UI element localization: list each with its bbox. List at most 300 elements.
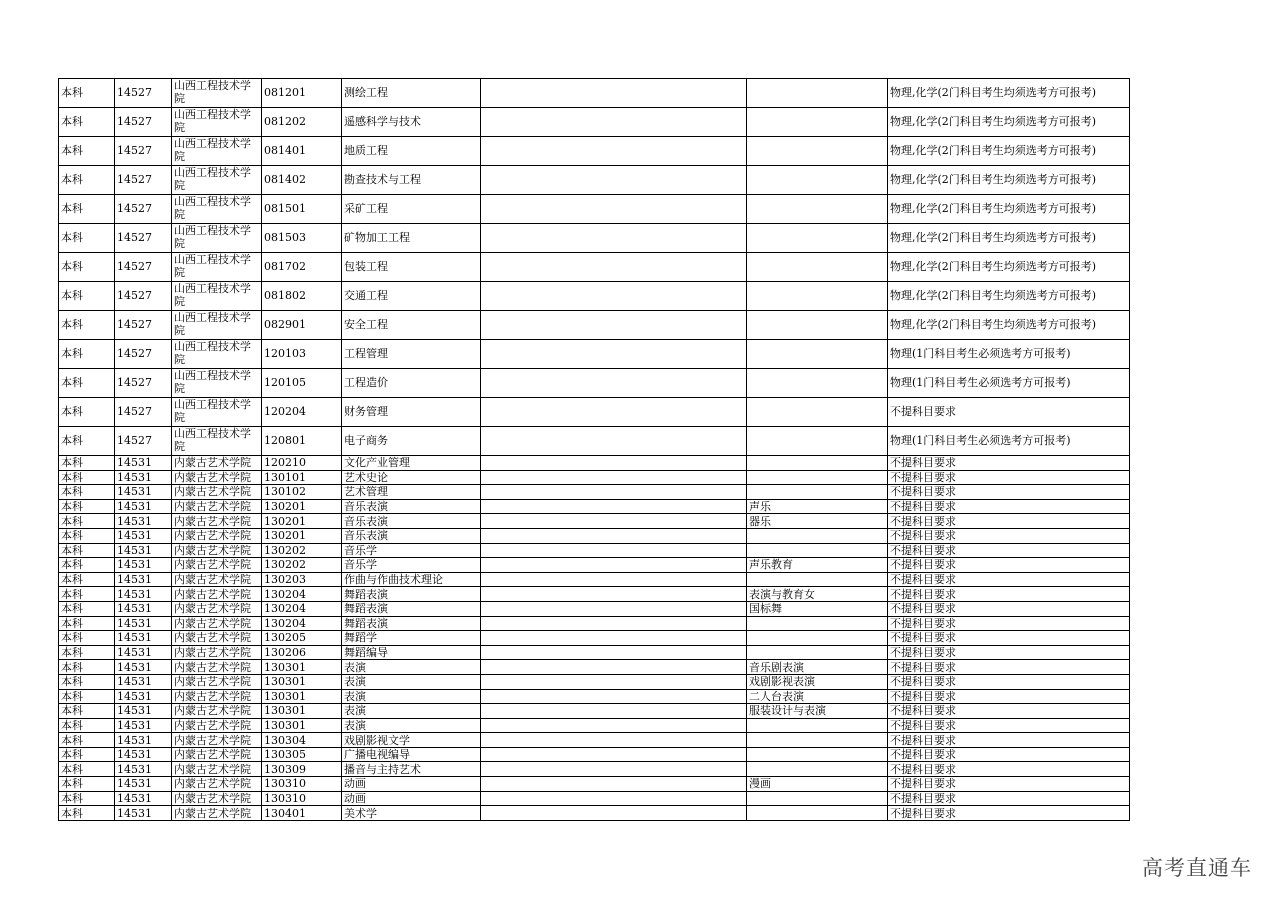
school-name-cell: 内蒙古艺术学院 [172,572,262,587]
major-code-cell: 081503 [262,224,342,253]
major-name-cell: 文化产业管理 [342,456,481,471]
blank-cell [481,398,747,427]
school-name-cell: 内蒙古艺术学院 [172,616,262,631]
school-code-cell: 14527 [115,398,172,427]
level-cell: 本科 [59,660,115,675]
subject-requirement-cell: 不提科目要求 [888,543,1130,558]
direction-cell [747,528,888,543]
major-code-cell: 130401 [262,806,342,821]
watermark-text: 高考直通车 [1142,856,1252,880]
direction-cell: 音乐剧表演 [747,660,888,675]
major-code-cell: 120801 [262,427,342,456]
direction-cell: 声乐教育 [747,558,888,573]
school-code-cell: 14531 [115,528,172,543]
school-name-cell: 山西工程技术学院 [172,108,262,137]
school-name-cell: 内蒙古艺术学院 [172,674,262,689]
major-name-cell: 表演 [342,718,481,733]
major-name-cell: 艺术管理 [342,485,481,500]
major-name-cell: 交通工程 [342,282,481,311]
blank-cell [481,514,747,529]
level-cell: 本科 [59,398,115,427]
blank-cell [481,195,747,224]
blank-cell [481,674,747,689]
subject-requirement-cell: 物理,化学(2门科目考生均须选考方可报考) [888,224,1130,253]
school-code-cell: 14527 [115,224,172,253]
school-code-cell: 14527 [115,253,172,282]
table-row [59,166,1130,195]
major-code-cell: 081402 [262,166,342,195]
major-name-cell: 表演 [342,704,481,719]
major-code-cell: 130204 [262,616,342,631]
direction-cell [747,645,888,660]
direction-cell [747,543,888,558]
subject-requirement-cell: 不提科目要求 [888,718,1130,733]
school-code-cell: 14527 [115,427,172,456]
major-name-cell: 音乐表演 [342,499,481,514]
level-cell: 本科 [59,645,115,660]
school-code-cell: 14531 [115,747,172,762]
level-cell: 本科 [59,572,115,587]
subject-requirement-cell: 不提科目要求 [888,499,1130,514]
school-code-cell: 14527 [115,369,172,398]
level-cell: 本科 [59,674,115,689]
table-row [59,369,1130,398]
level-cell: 本科 [59,777,115,792]
school-code-cell: 14531 [115,631,172,646]
level-cell: 本科 [59,791,115,806]
table-row [59,587,1130,602]
table-row [59,616,1130,631]
level-cell: 本科 [59,282,115,311]
direction-cell [747,282,888,311]
school-code-cell: 14527 [115,282,172,311]
blank-cell [481,616,747,631]
subject-requirement-cell: 不提科目要求 [888,660,1130,675]
school-name-cell: 山西工程技术学院 [172,137,262,166]
school-name-cell: 内蒙古艺术学院 [172,689,262,704]
subject-requirement-cell: 物理,化学(2门科目考生均须选考方可报考) [888,108,1130,137]
blank-cell [481,528,747,543]
table-row [59,718,1130,733]
major-name-cell: 艺术史论 [342,470,481,485]
table-row [59,762,1130,777]
blank-cell [481,777,747,792]
major-code-cell: 130204 [262,587,342,602]
major-code-cell: 082901 [262,311,342,340]
school-name-cell: 内蒙古艺术学院 [172,806,262,821]
blank-cell [481,806,747,821]
school-name-cell: 山西工程技术学院 [172,282,262,311]
major-name-cell: 舞蹈编导 [342,645,481,660]
major-name-cell: 舞蹈表演 [342,601,481,616]
school-code-cell: 14531 [115,704,172,719]
school-code-cell: 14531 [115,674,172,689]
blank-cell [481,79,747,108]
level-cell: 本科 [59,456,115,471]
table-row [59,499,1130,514]
level-cell: 本科 [59,747,115,762]
major-name-cell: 电子商务 [342,427,481,456]
subject-requirement-cell: 不提科目要求 [888,791,1130,806]
level-cell: 本科 [59,470,115,485]
table-row [59,543,1130,558]
major-name-cell: 播音与主持艺术 [342,762,481,777]
major-name-cell: 舞蹈表演 [342,616,481,631]
major-name-cell: 动画 [342,791,481,806]
subject-requirement-cell: 物理,化学(2门科目考生均须选考方可报考) [888,311,1130,340]
level-cell: 本科 [59,166,115,195]
school-name-cell: 内蒙古艺术学院 [172,704,262,719]
school-name-cell: 山西工程技术学院 [172,224,262,253]
level-cell: 本科 [59,79,115,108]
table-row [59,660,1130,675]
subject-requirement-cell: 不提科目要求 [888,485,1130,500]
table-row [59,791,1130,806]
level-cell: 本科 [59,108,115,137]
level-cell: 本科 [59,733,115,748]
direction-cell [747,572,888,587]
school-code-cell: 14531 [115,601,172,616]
table-row [59,224,1130,253]
level-cell: 本科 [59,543,115,558]
major-code-cell: 081202 [262,108,342,137]
table-row [59,806,1130,821]
blank-cell [481,747,747,762]
school-code-cell: 14527 [115,108,172,137]
major-name-cell: 表演 [342,674,481,689]
table-row [59,470,1130,485]
level-cell: 本科 [59,340,115,369]
table-row [59,195,1130,224]
blank-cell [481,427,747,456]
direction-cell [747,791,888,806]
school-code-cell: 14531 [115,485,172,500]
school-name-cell: 山西工程技术学院 [172,398,262,427]
level-cell: 本科 [59,224,115,253]
table-row [59,777,1130,792]
major-name-cell: 作曲与作曲技术理论 [342,572,481,587]
blank-cell [481,601,747,616]
table-row [59,645,1130,660]
major-code-cell: 120105 [262,369,342,398]
level-cell: 本科 [59,558,115,573]
major-name-cell: 动画 [342,777,481,792]
direction-cell: 器乐 [747,514,888,529]
major-name-cell: 音乐表演 [342,528,481,543]
direction-cell [747,485,888,500]
direction-cell [747,253,888,282]
school-code-cell: 14527 [115,195,172,224]
school-name-cell: 内蒙古艺术学院 [172,601,262,616]
subject-requirement-cell: 不提科目要求 [888,631,1130,646]
major-name-cell: 舞蹈表演 [342,587,481,602]
blank-cell [481,631,747,646]
major-name-cell: 工程管理 [342,340,481,369]
blank-cell [481,791,747,806]
blank-cell [481,762,747,777]
major-name-cell: 表演 [342,689,481,704]
school-name-cell: 内蒙古艺术学院 [172,733,262,748]
major-code-cell: 130301 [262,689,342,704]
school-name-cell: 山西工程技术学院 [172,427,262,456]
major-code-cell: 120210 [262,456,342,471]
table-row [59,631,1130,646]
school-name-cell: 内蒙古艺术学院 [172,485,262,500]
level-cell: 本科 [59,616,115,631]
direction-cell [747,470,888,485]
blank-cell [481,660,747,675]
direction-cell: 戏剧影视表演 [747,674,888,689]
major-requirements-table [58,78,1130,821]
blank-cell [481,456,747,471]
major-code-cell: 081802 [262,282,342,311]
direction-cell: 二人台表演 [747,689,888,704]
subject-requirement-cell: 物理,化学(2门科目考生均须选考方可报考) [888,253,1130,282]
direction-cell [747,369,888,398]
major-name-cell: 遥感科学与技术 [342,108,481,137]
school-name-cell: 山西工程技术学院 [172,340,262,369]
blank-cell [481,499,747,514]
major-name-cell: 测绘工程 [342,79,481,108]
level-cell: 本科 [59,514,115,529]
blank-cell [481,108,747,137]
table-row [59,514,1130,529]
subject-requirement-cell: 不提科目要求 [888,514,1130,529]
direction-cell [747,747,888,762]
blank-cell [481,704,747,719]
school-name-cell: 内蒙古艺术学院 [172,558,262,573]
blank-cell [481,572,747,587]
subject-requirement-cell: 不提科目要求 [888,601,1130,616]
school-name-cell: 山西工程技术学院 [172,166,262,195]
subject-requirement-cell: 不提科目要求 [888,674,1130,689]
blank-cell [481,689,747,704]
table-row [59,689,1130,704]
school-code-cell: 14531 [115,499,172,514]
direction-cell [747,340,888,369]
major-code-cell: 130301 [262,660,342,675]
major-code-cell: 130301 [262,674,342,689]
level-cell: 本科 [59,195,115,224]
table-row [59,456,1130,471]
school-code-cell: 14531 [115,587,172,602]
subject-requirement-cell: 不提科目要求 [888,616,1130,631]
subject-requirement-cell: 物理,化学(2门科目考生均须选考方可报考) [888,79,1130,108]
major-code-cell: 081201 [262,79,342,108]
major-code-cell: 130304 [262,733,342,748]
blank-cell [481,543,747,558]
major-name-cell: 广播电视编导 [342,747,481,762]
subject-requirement-cell: 物理,化学(2门科目考生均须选考方可报考) [888,166,1130,195]
table-row [59,137,1130,166]
direction-cell [747,166,888,195]
school-name-cell: 山西工程技术学院 [172,195,262,224]
school-name-cell: 内蒙古艺术学院 [172,587,262,602]
major-code-cell: 130203 [262,572,342,587]
blank-cell [481,733,747,748]
table-row [59,108,1130,137]
blank-cell [481,718,747,733]
direction-cell [747,195,888,224]
direction-cell [747,456,888,471]
major-name-cell: 矿物加工工程 [342,224,481,253]
level-cell: 本科 [59,762,115,777]
school-code-cell: 14531 [115,543,172,558]
subject-requirement-cell: 不提科目要求 [888,558,1130,573]
table-row [59,528,1130,543]
level-cell: 本科 [59,704,115,719]
table-row [59,674,1130,689]
level-cell: 本科 [59,806,115,821]
school-code-cell: 14531 [115,558,172,573]
school-code-cell: 14531 [115,791,172,806]
level-cell: 本科 [59,587,115,602]
level-cell: 本科 [59,137,115,166]
table-row [59,558,1130,573]
table-row [59,282,1130,311]
direction-cell [747,79,888,108]
major-code-cell: 130310 [262,777,342,792]
major-code-cell: 081702 [262,253,342,282]
table-row [59,253,1130,282]
school-code-cell: 14531 [115,572,172,587]
school-code-cell: 14531 [115,777,172,792]
major-name-cell: 勘查技术与工程 [342,166,481,195]
blank-cell [481,587,747,602]
subject-requirement-cell: 物理(1门科目考生必须选考方可报考) [888,340,1130,369]
table-row [59,572,1130,587]
subject-requirement-cell: 物理,化学(2门科目考生均须选考方可报考) [888,137,1130,166]
major-code-cell: 130102 [262,485,342,500]
level-cell: 本科 [59,311,115,340]
school-name-cell: 内蒙古艺术学院 [172,660,262,675]
subject-requirement-cell: 不提科目要求 [888,762,1130,777]
table-row [59,485,1130,500]
school-code-cell: 14531 [115,718,172,733]
major-name-cell: 地质工程 [342,137,481,166]
major-code-cell: 130309 [262,762,342,777]
major-code-cell: 130202 [262,558,342,573]
school-code-cell: 14531 [115,762,172,777]
major-code-cell: 130201 [262,499,342,514]
school-name-cell: 内蒙古艺术学院 [172,514,262,529]
major-code-cell: 130205 [262,631,342,646]
major-name-cell: 音乐学 [342,543,481,558]
school-code-cell: 14527 [115,166,172,195]
major-code-cell: 130305 [262,747,342,762]
subject-requirement-cell: 不提科目要求 [888,704,1130,719]
major-code-cell: 130301 [262,718,342,733]
direction-cell: 国标舞 [747,601,888,616]
blank-cell [481,558,747,573]
direction-cell: 声乐 [747,499,888,514]
school-name-cell: 内蒙古艺术学院 [172,543,262,558]
major-name-cell: 包装工程 [342,253,481,282]
level-cell: 本科 [59,689,115,704]
major-code-cell: 130301 [262,704,342,719]
blank-cell [481,253,747,282]
table-row [59,398,1130,427]
table-row [59,733,1130,748]
major-name-cell: 音乐表演 [342,514,481,529]
school-name-cell: 内蒙古艺术学院 [172,528,262,543]
level-cell: 本科 [59,253,115,282]
blank-cell [481,224,747,253]
blank-cell [481,645,747,660]
level-cell: 本科 [59,528,115,543]
direction-cell: 服装设计与表演 [747,704,888,719]
blank-cell [481,369,747,398]
subject-requirement-cell: 不提科目要求 [888,456,1130,471]
blank-cell [481,282,747,311]
school-name-cell: 内蒙古艺术学院 [172,777,262,792]
level-cell: 本科 [59,369,115,398]
school-code-cell: 14527 [115,79,172,108]
major-code-cell: 130101 [262,470,342,485]
school-code-cell: 14531 [115,689,172,704]
subject-requirement-cell: 不提科目要求 [888,747,1130,762]
blank-cell [481,166,747,195]
subject-requirement-cell: 物理,化学(2门科目考生均须选考方可报考) [888,195,1130,224]
school-code-cell: 14531 [115,456,172,471]
school-name-cell: 内蒙古艺术学院 [172,456,262,471]
direction-cell [747,631,888,646]
subject-requirement-cell: 物理(1门科目考生必须选考方可报考) [888,369,1130,398]
table-row [59,601,1130,616]
major-code-cell: 130206 [262,645,342,660]
major-code-cell: 081401 [262,137,342,166]
direction-cell: 漫画 [747,777,888,792]
table-row [59,747,1130,762]
subject-requirement-cell: 不提科目要求 [888,806,1130,821]
blank-cell [481,340,747,369]
school-name-cell: 山西工程技术学院 [172,253,262,282]
school-code-cell: 14531 [115,660,172,675]
direction-cell [747,108,888,137]
subject-requirement-cell: 不提科目要求 [888,528,1130,543]
major-code-cell: 130201 [262,514,342,529]
subject-requirement-cell: 不提科目要求 [888,398,1130,427]
major-name-cell: 采矿工程 [342,195,481,224]
major-code-cell: 130310 [262,791,342,806]
level-cell: 本科 [59,718,115,733]
school-code-cell: 14531 [115,470,172,485]
major-code-cell: 120103 [262,340,342,369]
direction-cell [747,311,888,340]
major-name-cell: 美术学 [342,806,481,821]
subject-requirement-cell: 不提科目要求 [888,689,1130,704]
subject-requirement-cell: 不提科目要求 [888,733,1130,748]
school-name-cell: 内蒙古艺术学院 [172,718,262,733]
table-row [59,340,1130,369]
subject-requirement-cell: 物理(1门科目考生必须选考方可报考) [888,427,1130,456]
level-cell: 本科 [59,499,115,514]
direction-cell [747,718,888,733]
blank-cell [481,137,747,166]
direction-cell [747,806,888,821]
subject-requirement-cell: 不提科目要求 [888,587,1130,602]
table-row [59,311,1130,340]
major-name-cell: 舞蹈学 [342,631,481,646]
major-code-cell: 130202 [262,543,342,558]
level-cell: 本科 [59,601,115,616]
direction-cell [747,427,888,456]
school-code-cell: 14527 [115,137,172,166]
major-code-cell: 130201 [262,528,342,543]
school-name-cell: 山西工程技术学院 [172,311,262,340]
school-name-cell: 内蒙古艺术学院 [172,470,262,485]
school-name-cell: 内蒙古艺术学院 [172,631,262,646]
